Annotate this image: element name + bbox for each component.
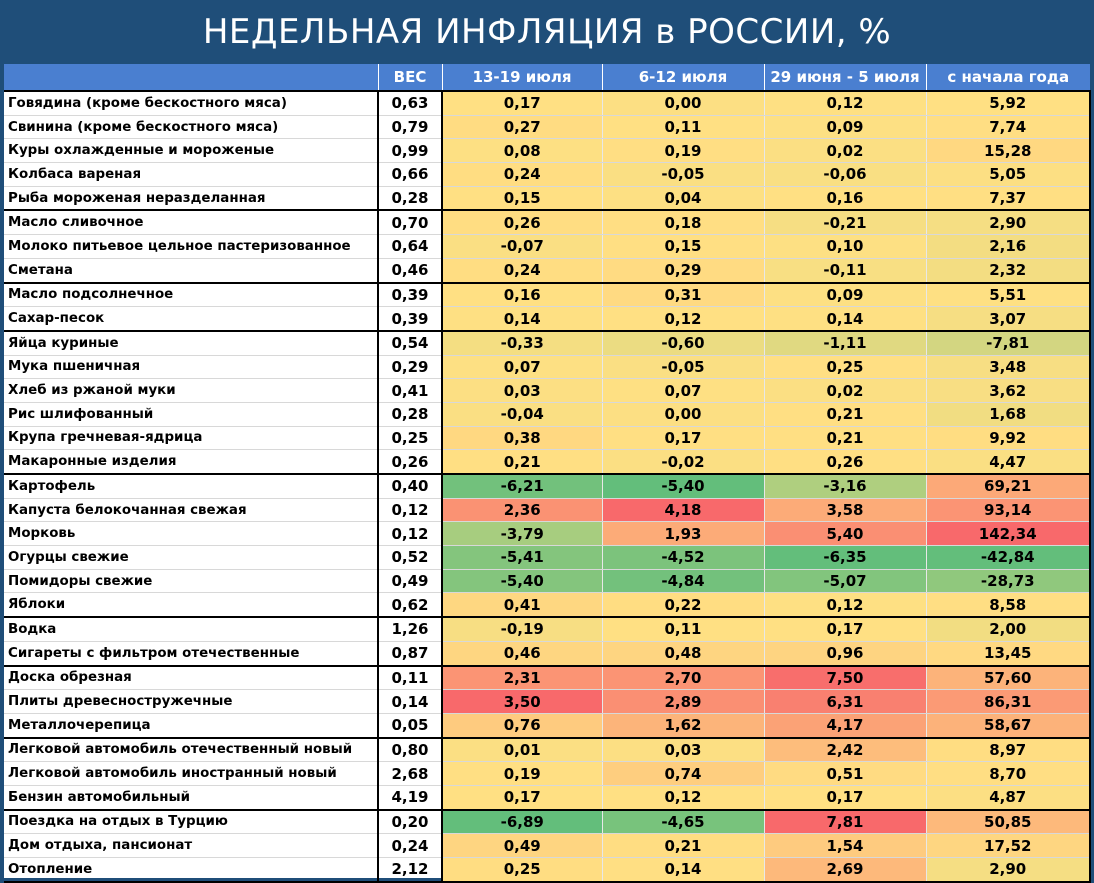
cell-week-2: 0,03 xyxy=(602,738,764,762)
cell-name: Бензин автомобильный xyxy=(4,785,378,809)
cell-week-3: 0,12 xyxy=(764,91,926,115)
cell-week-2: 4,18 xyxy=(602,498,764,522)
table-row xyxy=(4,690,1090,714)
cell-week-2: -0,05 xyxy=(602,355,764,379)
table-row xyxy=(4,402,1090,426)
cell-week-1: 2,31 xyxy=(442,666,602,690)
cell-ytd: 2,90 xyxy=(926,210,1090,234)
cell-week-1: 0,19 xyxy=(442,762,602,786)
cell-ytd: 8,70 xyxy=(926,762,1090,786)
cell-name: Дом отдыха, пансионат xyxy=(4,834,378,858)
cell-ytd: 4,87 xyxy=(926,785,1090,809)
cell-name: Металлочерепица xyxy=(4,713,378,737)
cell-ytd: 2,00 xyxy=(926,617,1090,641)
cell-name: Поездка на отдых в Турцию xyxy=(4,810,378,834)
cell-week-2: 2,89 xyxy=(602,690,764,714)
cell-week-1: -0,07 xyxy=(442,235,602,259)
cell-week-3: -5,07 xyxy=(764,569,926,593)
cell-name: Помидоры свежие xyxy=(4,569,378,593)
cell-ytd: 8,58 xyxy=(926,593,1090,617)
cell-week-1: 0,21 xyxy=(442,450,602,474)
cell-ytd: 58,67 xyxy=(926,713,1090,737)
cell-week-2: -4,65 xyxy=(602,810,764,834)
cell-ytd: 3,62 xyxy=(926,379,1090,403)
cell-week-3: 0,17 xyxy=(764,617,926,641)
cell-name: Куры охлажденные и мороженые xyxy=(4,139,378,163)
cell-ytd: 93,14 xyxy=(926,498,1090,522)
inflation-table-container xyxy=(4,64,1090,878)
cell-week-1: 0,15 xyxy=(442,186,602,210)
table-row xyxy=(4,617,1090,641)
cell-week-2: 0,48 xyxy=(602,641,764,665)
cell-week-1: -5,41 xyxy=(442,546,602,570)
cell-ytd: -42,84 xyxy=(926,546,1090,570)
cell-weight: 0,63 xyxy=(378,91,442,115)
cell-name: Яблоки xyxy=(4,593,378,617)
cell-name: Масло сливочное xyxy=(4,210,378,234)
cell-weight: 0,25 xyxy=(378,426,442,450)
cell-week-3: 0,09 xyxy=(764,115,926,139)
cell-week-2: -0,60 xyxy=(602,331,764,355)
cell-week-2: 0,17 xyxy=(602,426,764,450)
cell-week-1: 0,24 xyxy=(442,258,602,282)
cell-name: Плиты древесностружечные xyxy=(4,690,378,714)
cell-ytd: 8,97 xyxy=(926,738,1090,762)
cell-weight: 0,99 xyxy=(378,139,442,163)
cell-week-2: 0,74 xyxy=(602,762,764,786)
cell-week-3: 0,02 xyxy=(764,379,926,403)
cell-name: Огурцы свежие xyxy=(4,546,378,570)
cell-week-1: 0,38 xyxy=(442,426,602,450)
cell-weight: 1,26 xyxy=(378,617,442,641)
inflation-table xyxy=(4,64,1091,883)
cell-weight: 0,39 xyxy=(378,307,442,331)
cell-week-1: -0,19 xyxy=(442,617,602,641)
cell-weight: 0,41 xyxy=(378,379,442,403)
cell-weight: 0,24 xyxy=(378,834,442,858)
table-row xyxy=(4,355,1090,379)
cell-week-3: 2,69 xyxy=(764,858,926,882)
cell-ytd: -28,73 xyxy=(926,569,1090,593)
cell-week-2: -0,05 xyxy=(602,163,764,187)
table-row xyxy=(4,810,1090,834)
cell-week-2: 0,14 xyxy=(602,858,764,882)
cell-name: Говядина (кроме бескостного мяса) xyxy=(4,91,378,115)
cell-week-3: 0,09 xyxy=(764,283,926,307)
cell-ytd: 17,52 xyxy=(926,834,1090,858)
cell-name: Свинина (кроме бескостного мяса) xyxy=(4,115,378,139)
cell-ytd: 3,48 xyxy=(926,355,1090,379)
cell-weight: 0,05 xyxy=(378,713,442,737)
cell-week-1: 0,27 xyxy=(442,115,602,139)
table-row xyxy=(4,331,1090,355)
table-row xyxy=(4,186,1090,210)
cell-week-3: 2,42 xyxy=(764,738,926,762)
table-row xyxy=(4,834,1090,858)
cell-week-2: 0,12 xyxy=(602,307,764,331)
cell-ytd: 15,28 xyxy=(926,139,1090,163)
table-row xyxy=(4,858,1090,882)
table-row xyxy=(4,210,1090,234)
cell-name: Рис шлифованный xyxy=(4,402,378,426)
table-row xyxy=(4,139,1090,163)
cell-week-2: -0,02 xyxy=(602,450,764,474)
cell-ytd: 5,05 xyxy=(926,163,1090,187)
cell-week-2: 1,62 xyxy=(602,713,764,737)
cell-ytd: 5,92 xyxy=(926,91,1090,115)
cell-ytd: 50,85 xyxy=(926,810,1090,834)
cell-week-1: 0,07 xyxy=(442,355,602,379)
cell-week-2: 0,21 xyxy=(602,834,764,858)
cell-name: Мука пшеничная xyxy=(4,355,378,379)
cell-name: Капуста белокочанная свежая xyxy=(4,498,378,522)
cell-weight: 0,29 xyxy=(378,355,442,379)
cell-weight: 0,49 xyxy=(378,569,442,593)
table-row xyxy=(4,115,1090,139)
table-row xyxy=(4,258,1090,282)
cell-weight: 0,46 xyxy=(378,258,442,282)
cell-week-3: 0,25 xyxy=(764,355,926,379)
cell-week-3: 7,81 xyxy=(764,810,926,834)
cell-week-2: 0,04 xyxy=(602,186,764,210)
cell-week-3: -6,35 xyxy=(764,546,926,570)
cell-week-3: 0,96 xyxy=(764,641,926,665)
cell-week-2: 0,18 xyxy=(602,210,764,234)
table-row xyxy=(4,283,1090,307)
cell-week-2: 0,15 xyxy=(602,235,764,259)
cell-name: Рыба мороженая неразделанная xyxy=(4,186,378,210)
cell-weight: 2,68 xyxy=(378,762,442,786)
cell-week-3: 6,31 xyxy=(764,690,926,714)
cell-week-1: 0,08 xyxy=(442,139,602,163)
cell-week-1: 0,46 xyxy=(442,641,602,665)
cell-week-3: 0,21 xyxy=(764,426,926,450)
cell-week-3: -0,21 xyxy=(764,210,926,234)
cell-week-3: 0,12 xyxy=(764,593,926,617)
cell-weight: 0,64 xyxy=(378,235,442,259)
cell-week-1: 0,26 xyxy=(442,210,602,234)
table-row xyxy=(4,474,1090,498)
cell-weight: 0,54 xyxy=(378,331,442,355)
table-row xyxy=(4,522,1090,546)
cell-week-1: 2,36 xyxy=(442,498,602,522)
cell-week-1: 0,24 xyxy=(442,163,602,187)
cell-ytd: 7,37 xyxy=(926,186,1090,210)
cell-name: Колбаса вареная xyxy=(4,163,378,187)
cell-name: Легковой автомобиль отечественный новый xyxy=(4,738,378,762)
cell-name: Легковой автомобиль иностранный новый xyxy=(4,762,378,786)
cell-week-2: 2,70 xyxy=(602,666,764,690)
cell-weight: 0,79 xyxy=(378,115,442,139)
cell-name: Морковь xyxy=(4,522,378,546)
cell-week-2: -4,52 xyxy=(602,546,764,570)
cell-ytd: 4,47 xyxy=(926,450,1090,474)
header-week-2: 6-12 июля xyxy=(602,64,764,91)
cell-name: Крупа гречневая-ядрица xyxy=(4,426,378,450)
header-name xyxy=(4,64,378,91)
table-row xyxy=(4,641,1090,665)
cell-week-1: -0,04 xyxy=(442,402,602,426)
cell-ytd: 13,45 xyxy=(926,641,1090,665)
table-row xyxy=(4,450,1090,474)
cell-week-1: 0,76 xyxy=(442,713,602,737)
table-row xyxy=(4,379,1090,403)
cell-weight: 0,62 xyxy=(378,593,442,617)
cell-ytd: 3,07 xyxy=(926,307,1090,331)
cell-ytd: 1,68 xyxy=(926,402,1090,426)
page-title: НЕДЕЛЬНАЯ ИНФЛЯЦИЯ в РОССИИ, % xyxy=(0,0,1094,64)
cell-ytd: -7,81 xyxy=(926,331,1090,355)
cell-weight: 0,28 xyxy=(378,186,442,210)
table-row xyxy=(4,307,1090,331)
cell-week-1: -6,21 xyxy=(442,474,602,498)
cell-week-1: 0,17 xyxy=(442,91,602,115)
cell-name: Яйца куриные xyxy=(4,331,378,355)
table-row xyxy=(4,666,1090,690)
cell-week-3: -0,11 xyxy=(764,258,926,282)
cell-name: Масло подсолнечное xyxy=(4,283,378,307)
cell-name: Картофель xyxy=(4,474,378,498)
cell-week-2: -4,84 xyxy=(602,569,764,593)
cell-week-2: 0,11 xyxy=(602,617,764,641)
header-ytd: с начала года xyxy=(926,64,1090,91)
cell-week-2: -5,40 xyxy=(602,474,764,498)
cell-week-2: 0,31 xyxy=(602,283,764,307)
cell-week-3: 0,51 xyxy=(764,762,926,786)
cell-week-3: -1,11 xyxy=(764,331,926,355)
cell-week-3: 5,40 xyxy=(764,522,926,546)
cell-week-1: -6,89 xyxy=(442,810,602,834)
table-row xyxy=(4,426,1090,450)
cell-week-3: 4,17 xyxy=(764,713,926,737)
cell-week-1: 0,17 xyxy=(442,785,602,809)
cell-name: Сахар-песок xyxy=(4,307,378,331)
cell-name: Водка xyxy=(4,617,378,641)
cell-week-1: 0,01 xyxy=(442,738,602,762)
cell-name: Макаронные изделия xyxy=(4,450,378,474)
cell-weight: 0,14 xyxy=(378,690,442,714)
cell-name: Молоко питьевое цельное пастеризованное xyxy=(4,235,378,259)
cell-ytd: 142,34 xyxy=(926,522,1090,546)
cell-weight: 0,11 xyxy=(378,666,442,690)
cell-week-3: -3,16 xyxy=(764,474,926,498)
cell-week-3: 0,17 xyxy=(764,785,926,809)
cell-week-2: 0,00 xyxy=(602,91,764,115)
cell-weight: 0,12 xyxy=(378,522,442,546)
cell-ytd: 2,32 xyxy=(926,258,1090,282)
cell-ytd: 57,60 xyxy=(926,666,1090,690)
cell-week-3: 0,02 xyxy=(764,139,926,163)
cell-weight: 0,12 xyxy=(378,498,442,522)
cell-weight: 4,19 xyxy=(378,785,442,809)
cell-weight: 0,66 xyxy=(378,163,442,187)
cell-weight: 2,12 xyxy=(378,858,442,882)
cell-ytd: 9,92 xyxy=(926,426,1090,450)
header-week-3: 29 июня - 5 июля xyxy=(764,64,926,91)
cell-week-2: 1,93 xyxy=(602,522,764,546)
table-row xyxy=(4,235,1090,259)
header-week-1: 13-19 июля xyxy=(442,64,602,91)
cell-week-2: 0,00 xyxy=(602,402,764,426)
cell-week-1: 0,49 xyxy=(442,834,602,858)
table-row xyxy=(4,785,1090,809)
cell-weight: 0,80 xyxy=(378,738,442,762)
cell-week-1: -0,33 xyxy=(442,331,602,355)
table-row xyxy=(4,738,1090,762)
table-row xyxy=(4,163,1090,187)
cell-week-3: 0,26 xyxy=(764,450,926,474)
cell-name: Хлеб из ржаной муки xyxy=(4,379,378,403)
table-row xyxy=(4,762,1090,786)
cell-week-1: 0,14 xyxy=(442,307,602,331)
table-header-row xyxy=(4,64,1090,91)
table-body xyxy=(4,91,1090,882)
cell-week-1: -3,79 xyxy=(442,522,602,546)
cell-ytd: 7,74 xyxy=(926,115,1090,139)
header-weight: ВЕС xyxy=(378,64,442,91)
cell-week-1: -5,40 xyxy=(442,569,602,593)
cell-weight: 0,39 xyxy=(378,283,442,307)
cell-week-2: 0,22 xyxy=(602,593,764,617)
cell-ytd: 2,16 xyxy=(926,235,1090,259)
table-row xyxy=(4,498,1090,522)
cell-ytd: 69,21 xyxy=(926,474,1090,498)
table-row xyxy=(4,546,1090,570)
cell-name: Доска обрезная xyxy=(4,666,378,690)
cell-week-2: 0,12 xyxy=(602,785,764,809)
cell-weight: 0,52 xyxy=(378,546,442,570)
table-row xyxy=(4,569,1090,593)
table-row xyxy=(4,713,1090,737)
cell-name: Сметана xyxy=(4,258,378,282)
cell-week-3: 0,21 xyxy=(764,402,926,426)
cell-weight: 0,40 xyxy=(378,474,442,498)
cell-week-2: 0,19 xyxy=(602,139,764,163)
cell-week-3: 0,16 xyxy=(764,186,926,210)
cell-week-2: 0,29 xyxy=(602,258,764,282)
cell-name: Сигареты с фильтром отечественные xyxy=(4,641,378,665)
cell-week-1: 0,03 xyxy=(442,379,602,403)
cell-week-1: 0,16 xyxy=(442,283,602,307)
cell-weight: 0,26 xyxy=(378,450,442,474)
cell-weight: 0,70 xyxy=(378,210,442,234)
cell-week-2: 0,11 xyxy=(602,115,764,139)
cell-week-1: 0,41 xyxy=(442,593,602,617)
cell-week-3: -0,06 xyxy=(764,163,926,187)
cell-week-3: 0,10 xyxy=(764,235,926,259)
cell-ytd: 5,51 xyxy=(926,283,1090,307)
cell-week-3: 0,14 xyxy=(764,307,926,331)
cell-weight: 0,28 xyxy=(378,402,442,426)
cell-week-3: 1,54 xyxy=(764,834,926,858)
cell-weight: 0,20 xyxy=(378,810,442,834)
table-row xyxy=(4,593,1090,617)
cell-week-3: 7,50 xyxy=(764,666,926,690)
cell-ytd: 2,90 xyxy=(926,858,1090,882)
cell-name: Отопление xyxy=(4,858,378,882)
cell-week-2: 0,07 xyxy=(602,379,764,403)
table-row xyxy=(4,91,1090,115)
cell-weight: 0,87 xyxy=(378,641,442,665)
cell-week-3: 3,58 xyxy=(764,498,926,522)
cell-week-1: 3,50 xyxy=(442,690,602,714)
cell-ytd: 86,31 xyxy=(926,690,1090,714)
cell-week-1: 0,25 xyxy=(442,858,602,882)
